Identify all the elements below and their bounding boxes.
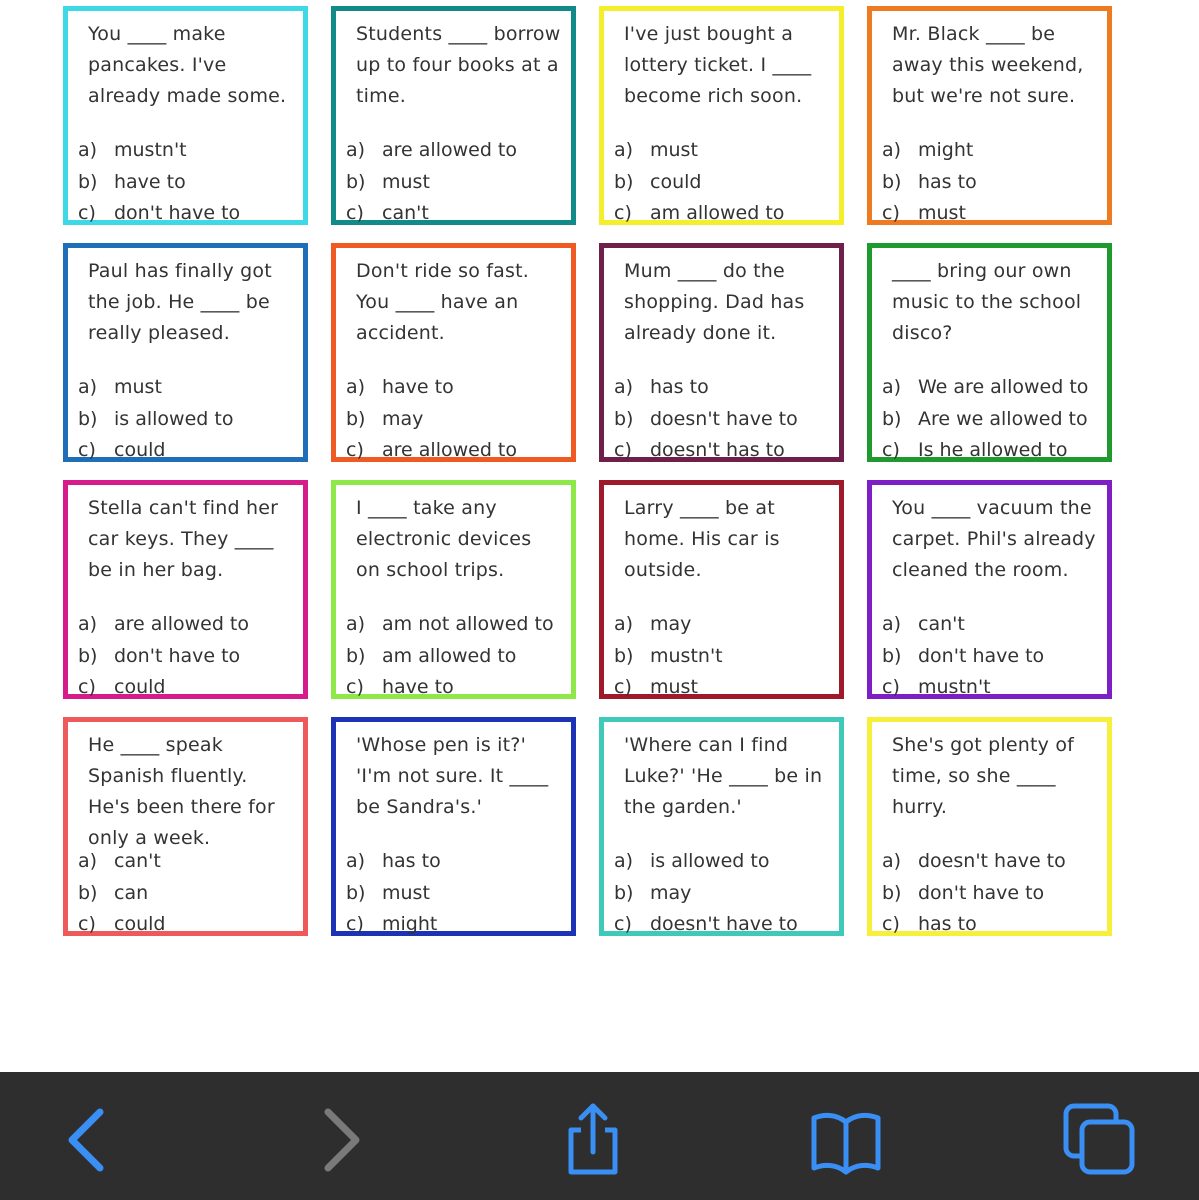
- option-letter: a): [346, 376, 366, 398]
- safari-bottom-toolbar: [0, 1072, 1199, 1200]
- question-text: She's got plenty of time, so she ____ hurry.: [892, 734, 1075, 818]
- question-card: [331, 243, 576, 462]
- answer-option: [346, 435, 561, 467]
- question-card: [599, 6, 844, 225]
- option-letter: b): [614, 644, 634, 667]
- answer-options: [614, 609, 829, 704]
- option-text: have to: [382, 376, 454, 398]
- option-text: mustn't: [918, 676, 991, 698]
- answer-option: [346, 167, 561, 199]
- option-letter: b): [346, 170, 366, 193]
- question-text: Stella can't find her car keys. They ____ be in her bag.: [88, 497, 279, 581]
- option-letter: c): [78, 913, 96, 935]
- option-text: must: [114, 376, 162, 398]
- answer-option: [882, 846, 1097, 878]
- answer-option: [614, 909, 829, 941]
- option-letter: a): [346, 850, 366, 872]
- option-letter: c): [346, 439, 364, 461]
- option-letter: b): [882, 170, 902, 193]
- chevron-left-icon: [48, 1100, 128, 1180]
- option-text: may: [650, 881, 692, 904]
- option-letter: b): [346, 407, 366, 430]
- option-letter: c): [882, 913, 900, 935]
- answer-option: [78, 198, 293, 230]
- option-letter: c): [882, 676, 900, 698]
- option-text: doesn't have to: [918, 850, 1066, 872]
- answer-option: [614, 135, 829, 167]
- answer-option: [78, 372, 293, 404]
- option-text: doesn't have to: [650, 407, 798, 430]
- back-button[interactable]: [48, 1100, 128, 1180]
- option-text: don't have to: [918, 881, 1045, 904]
- option-letter: b): [346, 881, 366, 904]
- option-text: has to: [650, 376, 709, 398]
- share-button[interactable]: [553, 1100, 633, 1180]
- option-text: Are we allowed to: [918, 407, 1088, 430]
- option-text: is allowed to: [650, 850, 770, 872]
- question-card: [331, 717, 576, 936]
- answer-options: [346, 372, 561, 467]
- answer-options: [346, 135, 561, 230]
- option-letter: c): [614, 676, 632, 698]
- option-text: don't have to: [114, 202, 241, 224]
- bookmarks-icon: [806, 1100, 886, 1180]
- option-letter: a): [882, 376, 902, 398]
- answer-options: [614, 135, 829, 230]
- answer-option: [346, 846, 561, 878]
- option-letter: b): [78, 407, 98, 430]
- answer-option: [882, 909, 1097, 941]
- option-letter: a): [614, 139, 634, 161]
- answer-option: [346, 198, 561, 230]
- answer-option: [614, 404, 829, 436]
- option-letter: a): [882, 850, 902, 872]
- option-text: can't: [918, 613, 965, 635]
- option-letter: a): [882, 613, 902, 635]
- tabs-button[interactable]: [1060, 1100, 1140, 1180]
- answer-option: [882, 641, 1097, 673]
- option-text: could: [114, 913, 166, 935]
- answer-option: [346, 135, 561, 167]
- option-text: Is he allowed to: [918, 439, 1068, 461]
- option-letter: b): [78, 881, 98, 904]
- share-icon: [553, 1100, 633, 1180]
- option-text: We are allowed to: [918, 376, 1089, 398]
- answer-option: [78, 609, 293, 641]
- answer-option: [882, 878, 1097, 910]
- option-letter: b): [614, 881, 634, 904]
- answer-option: [78, 641, 293, 673]
- answer-option: [882, 198, 1097, 230]
- option-letter: a): [614, 376, 634, 398]
- question-text: 'Where can I find Luke?' 'He ____ be in the garden.': [624, 734, 823, 818]
- option-letter: b): [882, 644, 902, 667]
- option-text: doesn't has to: [650, 439, 785, 461]
- option-letter: b): [78, 644, 98, 667]
- option-letter: c): [78, 439, 96, 461]
- answer-options: [346, 609, 561, 704]
- question-text: I've just bought a lottery ticket. I ____ become rich soon.: [624, 23, 812, 107]
- option-letter: c): [346, 913, 364, 935]
- option-text: may: [650, 613, 692, 635]
- question-text: Mum ____ do the shopping. Dad has already done it.: [624, 260, 805, 344]
- option-text: am allowed to: [382, 644, 517, 667]
- option-letter: b): [882, 407, 902, 430]
- option-letter: a): [78, 376, 98, 398]
- question-card: [867, 243, 1112, 462]
- option-text: has to: [918, 170, 977, 193]
- option-text: must: [650, 139, 698, 161]
- question-text: Students ____ borrow up to four books at a time.: [356, 23, 561, 107]
- answer-option: [346, 404, 561, 436]
- option-letter: a): [614, 613, 634, 635]
- question-text: Mr. Black ____ be away this weekend, but we're not sure.: [892, 23, 1084, 107]
- answer-option: [78, 878, 293, 910]
- option-letter: b): [78, 170, 98, 193]
- option-text: could: [114, 439, 166, 461]
- option-letter: c): [882, 202, 900, 224]
- question-card: [599, 243, 844, 462]
- option-letter: a): [78, 850, 98, 872]
- option-text: has to: [382, 850, 441, 872]
- answer-option: [78, 435, 293, 467]
- option-text: could: [650, 170, 702, 193]
- answer-options: [346, 846, 561, 941]
- tabs-icon: [1060, 1100, 1140, 1180]
- option-text: has to: [918, 913, 977, 935]
- option-letter: c): [614, 913, 632, 935]
- question-card: [63, 6, 308, 225]
- question-card: [331, 6, 576, 225]
- question-card: [63, 243, 308, 462]
- answer-options: [882, 609, 1097, 704]
- option-letter: a): [614, 850, 634, 872]
- question-text: You ____ make pancakes. I've already made some.: [88, 23, 287, 107]
- option-text: could: [114, 676, 166, 698]
- answer-option: [78, 672, 293, 704]
- option-text: don't have to: [114, 644, 241, 667]
- option-letter: a): [78, 613, 98, 635]
- answer-options: [614, 372, 829, 467]
- option-text: is allowed to: [114, 407, 234, 430]
- question-card: [867, 480, 1112, 699]
- option-letter: c): [882, 439, 900, 461]
- answer-option: [882, 372, 1097, 404]
- option-letter: a): [78, 139, 98, 161]
- option-text: must: [650, 676, 698, 698]
- answer-option: [614, 672, 829, 704]
- answer-option: [346, 641, 561, 673]
- answer-options: [78, 609, 293, 704]
- question-card: [867, 717, 1112, 936]
- option-text: doesn't have to: [650, 913, 798, 935]
- option-letter: a): [346, 139, 366, 161]
- question-text: You ____ vacuum the carpet. Phil's already cleaned the room.: [892, 497, 1096, 581]
- forward-button[interactable]: [300, 1100, 380, 1180]
- question-text: 'Whose pen is it?' 'I'm not sure. It ____ be Sandra's.': [356, 734, 549, 818]
- option-text: am not allowed to: [382, 613, 554, 635]
- answer-option: [346, 372, 561, 404]
- question-text: I ____ take any electronic devices on school trips.: [356, 497, 532, 581]
- answer-option: [882, 609, 1097, 641]
- question-text: He ____ speak Spanish fluently. He's been there for only a week.: [88, 734, 275, 849]
- option-text: are allowed to: [114, 613, 249, 635]
- answer-option: [614, 198, 829, 230]
- option-letter: b): [614, 407, 634, 430]
- option-letter: c): [78, 202, 96, 224]
- option-text: must: [382, 170, 430, 193]
- answer-option: [614, 167, 829, 199]
- option-text: don't have to: [918, 644, 1045, 667]
- answer-options: [78, 135, 293, 230]
- option-text: am allowed to: [650, 202, 785, 224]
- option-letter: b): [882, 881, 902, 904]
- answer-option: [614, 641, 829, 673]
- question-text: Paul has finally got the job. He ____ be really pleased.: [88, 260, 272, 344]
- chevron-right-icon: [300, 1100, 380, 1180]
- option-letter: a): [346, 613, 366, 635]
- question-text: Larry ____ be at home. His car is outside.: [624, 497, 780, 581]
- option-letter: a): [882, 139, 902, 161]
- answer-options: [78, 846, 293, 941]
- option-letter: b): [346, 644, 366, 667]
- answer-option: [882, 672, 1097, 704]
- answer-option: [78, 167, 293, 199]
- question-card: [63, 717, 308, 936]
- option-text: have to: [114, 170, 186, 193]
- option-text: might: [382, 913, 438, 935]
- question-text: ____ bring our own music to the school disco?: [892, 260, 1082, 344]
- option-text: may: [382, 407, 424, 430]
- option-text: can: [114, 881, 149, 904]
- option-text: must: [918, 202, 966, 224]
- answer-option: [78, 404, 293, 436]
- answer-options: [78, 372, 293, 467]
- option-text: can't: [382, 202, 429, 224]
- question-card: [331, 480, 576, 699]
- answer-option: [882, 167, 1097, 199]
- option-letter: c): [614, 439, 632, 461]
- answer-options: [614, 846, 829, 941]
- question-text: Don't ride so fast. You ____ have an accident.: [356, 260, 529, 344]
- answer-option: [882, 135, 1097, 167]
- option-letter: c): [346, 676, 364, 698]
- question-card: [599, 480, 844, 699]
- option-text: are allowed to: [382, 439, 517, 461]
- option-letter: c): [614, 202, 632, 224]
- answer-option: [614, 846, 829, 878]
- option-text: can't: [114, 850, 161, 872]
- answer-option: [882, 404, 1097, 436]
- answer-option: [614, 435, 829, 467]
- answer-options: [882, 846, 1097, 941]
- answer-option: [346, 878, 561, 910]
- option-letter: c): [78, 676, 96, 698]
- bookmarks-button[interactable]: [806, 1100, 886, 1180]
- answer-option: [614, 372, 829, 404]
- option-text: have to: [382, 676, 454, 698]
- answer-option: [882, 435, 1097, 467]
- question-card: [63, 480, 308, 699]
- answer-option: [614, 878, 829, 910]
- answer-option: [346, 672, 561, 704]
- answer-option: [78, 135, 293, 167]
- option-text: must: [382, 881, 430, 904]
- option-letter: b): [614, 170, 634, 193]
- answer-option: [78, 909, 293, 941]
- question-card: [599, 717, 844, 936]
- question-card-grid: [63, 6, 1113, 936]
- answer-options: [882, 372, 1097, 467]
- option-letter: c): [346, 202, 364, 224]
- answer-options: [882, 135, 1097, 230]
- question-card: [867, 6, 1112, 225]
- answer-option: [346, 909, 561, 941]
- option-text: mustn't: [114, 139, 187, 161]
- answer-option: [346, 609, 561, 641]
- option-text: are allowed to: [382, 139, 517, 161]
- option-text: might: [918, 139, 974, 161]
- answer-option: [614, 609, 829, 641]
- option-text: mustn't: [650, 644, 723, 667]
